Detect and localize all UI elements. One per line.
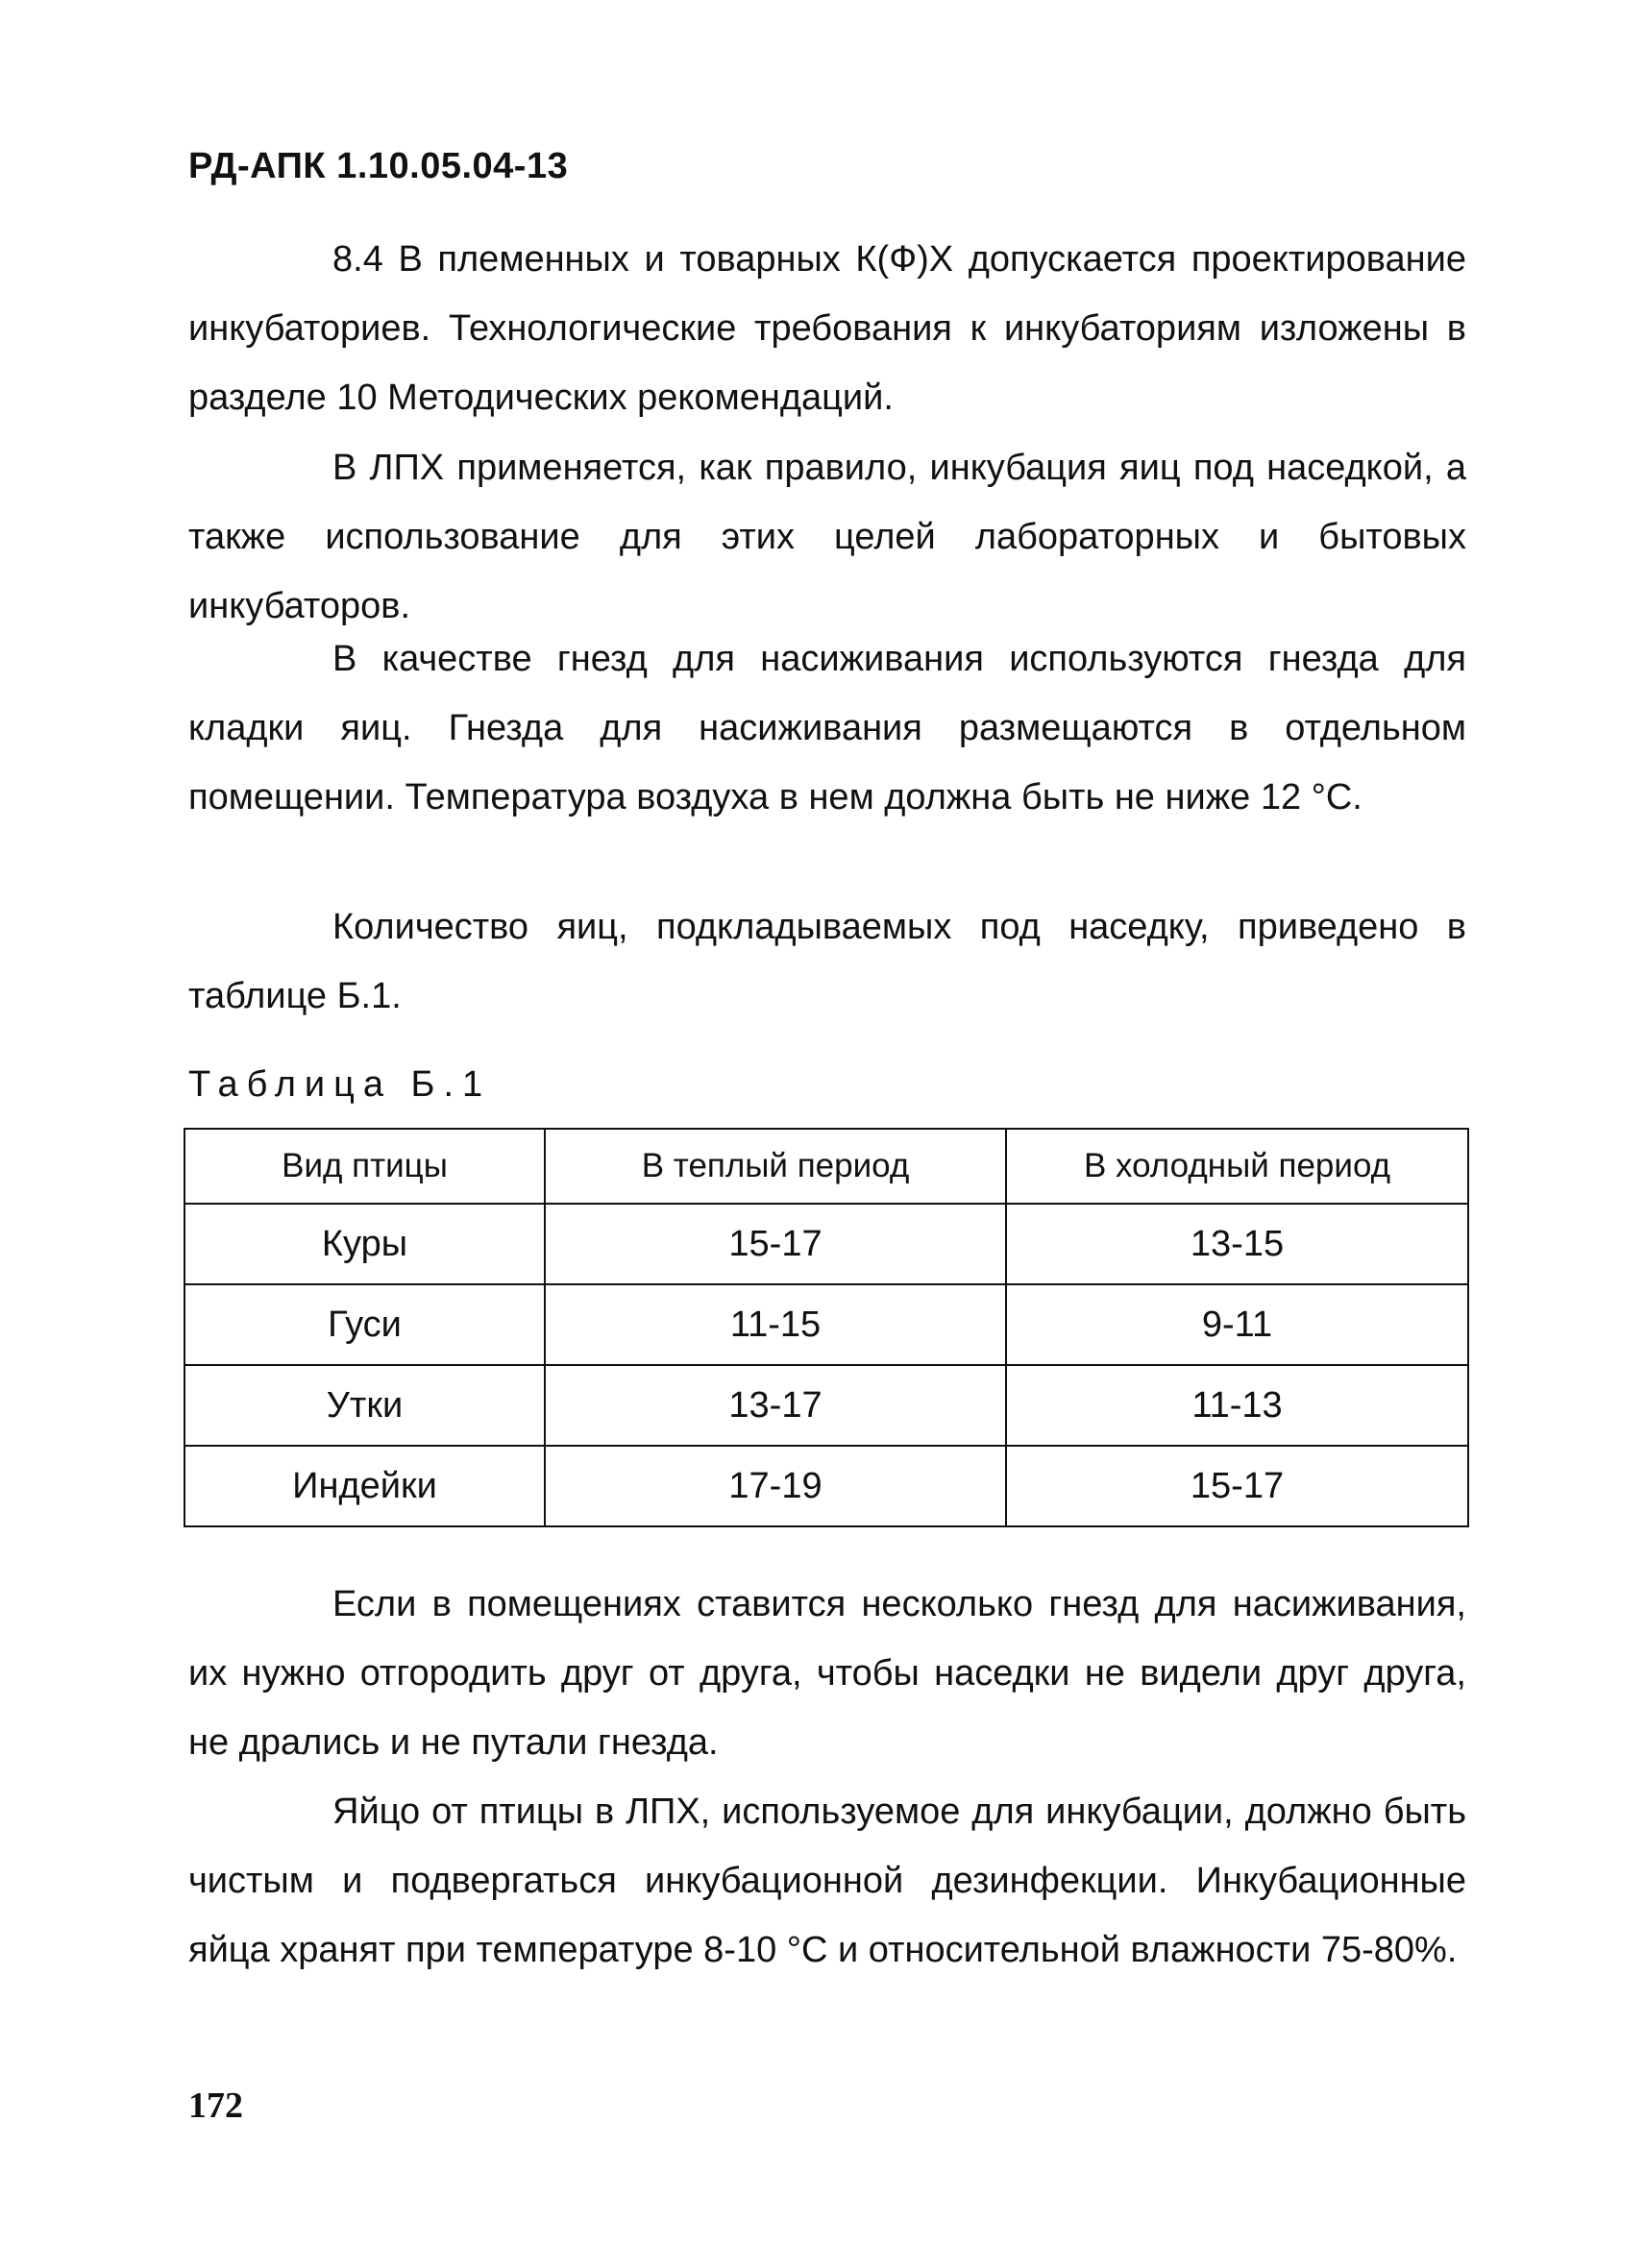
- eggs-per-hen-table: [184, 1128, 1469, 1527]
- table-row: [184, 1204, 1468, 1284]
- paragraph-lph-incubation: В ЛПХ применяется, как правило, инкубация яиц под наседкой, а также использование для этих целей лабораторных и бытовых инкубаторов.: [188, 448, 1466, 626]
- page-number: 172: [188, 2085, 243, 2126]
- cell-cold-period: 9-11: [1006, 1284, 1468, 1365]
- cell-warm-period: 11-15: [545, 1284, 1006, 1365]
- table-header-row: [184, 1129, 1468, 1204]
- cell-bird-type: Гуси: [184, 1284, 545, 1365]
- header-warm-period: В теплый период: [545, 1129, 1006, 1204]
- paragraph-egg-count: Количество яиц, подкладываемых под наседку, приведено в таблице Б.1.: [188, 907, 1466, 1016]
- table-row: [184, 1446, 1468, 1526]
- cell-warm-period: 13-17: [545, 1365, 1006, 1446]
- table-row: [184, 1365, 1468, 1446]
- cell-warm-period: 15-17: [545, 1204, 1006, 1284]
- table-caption: Таблица Б.1: [188, 1064, 492, 1105]
- cell-bird-type: Куры: [184, 1204, 545, 1284]
- paragraph-separate-nests: Если в помещениях ставится несколько гнезд для насиживания, их нужно отгородить друг от друга, чтобы наседки не видели друг друга, не дрались и не путали гнезда.: [188, 1584, 1466, 1763]
- cell-bird-type: Индейки: [184, 1446, 545, 1526]
- cell-warm-period: 17-19: [545, 1446, 1006, 1526]
- cell-cold-period: 13-15: [1006, 1204, 1468, 1284]
- table-row: [184, 1284, 1468, 1365]
- cell-bird-type: Утки: [184, 1365, 545, 1446]
- header-cold-period: В холодный период: [1006, 1129, 1468, 1204]
- header-bird-type: Вид птицы: [184, 1129, 545, 1204]
- paragraph-nests: В качестве гнезд для насиживания используются гнезда для кладки яиц. Гнезда для насиживания размещаются в отдельном помещении. Температура воздуха в нем должна быть не ниже 12 °С.: [188, 639, 1466, 817]
- paragraph-egg-hygiene: Яйцо от птицы в ЛПХ, используемое для инкубации, должно быть чистым и подвергаться инкубационной дезинфекции. Инкубационные яйца хранят при температуре 8-10 °С и относительной влажности 75-80%.: [188, 1792, 1466, 1970]
- cell-cold-period: 11-13: [1006, 1365, 1468, 1446]
- cell-cold-period: 15-17: [1006, 1446, 1468, 1526]
- document-code-header: РД-АПК 1.10.05.04-13: [188, 146, 569, 186]
- paragraph-incubators: 8.4 В племенных и товарных К(Ф)Х допускается проектирование инкубаториев. Технологические требования к инкубаториям изложены в разделе 10 Методических рекомендаций.: [188, 239, 1466, 418]
